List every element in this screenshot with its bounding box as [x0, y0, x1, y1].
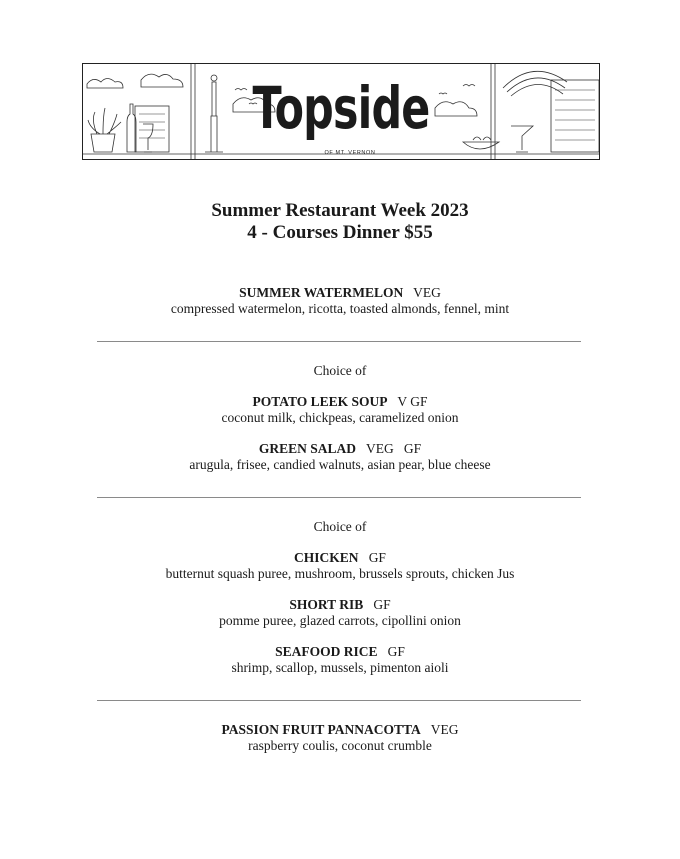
menu-item-name: SEAFOOD RICE GF [275, 644, 405, 659]
divider [97, 341, 581, 342]
menu-item-description: shrimp, scallop, mussels, pimenton aioli [231, 660, 449, 675]
header-banner [82, 63, 600, 160]
menu-item-name: POTATO LEEK SOUP V GF [252, 394, 428, 409]
menu-subtitle: 4 - Courses Dinner $55 [247, 222, 433, 243]
choice-label: Choice of [313, 519, 367, 534]
divider [97, 700, 581, 701]
menu-item-name: CHICKEN GF [294, 550, 386, 565]
menu-item-name: GREEN SALAD VEG GF [258, 441, 422, 456]
menu-item-description: compressed watermelon, ricotta, toasted almonds, fennel, mint [170, 301, 510, 316]
logo-subtitle: OF MT. VERNON [324, 150, 376, 156]
menu-item-name: PASSION FRUIT PANNACOTTA VEG [221, 722, 459, 737]
divider [97, 497, 581, 498]
menu-item-description: butternut squash puree, mushroom, brussels sprouts, chicken Jus [165, 566, 515, 581]
logo: Topside [252, 74, 430, 142]
menu-item-description: pomme puree, glazed carrots, cipollini onion [219, 613, 461, 628]
menu-item-description: raspberry coulis, coconut crumble [248, 738, 432, 753]
menu-item-description: coconut milk, chickpeas, caramelized onion [221, 410, 459, 425]
menu-item-name: SUMMER WATERMELON VEG [239, 285, 441, 300]
menu-item-name: SHORT RIB GF [289, 597, 391, 612]
menu-item-description: arugula, frisee, candied walnuts, asian pear, blue cheese [189, 457, 491, 472]
menu-title: Summer Restaurant Week 2023 [211, 200, 469, 221]
choice-label: Choice of [313, 363, 367, 378]
